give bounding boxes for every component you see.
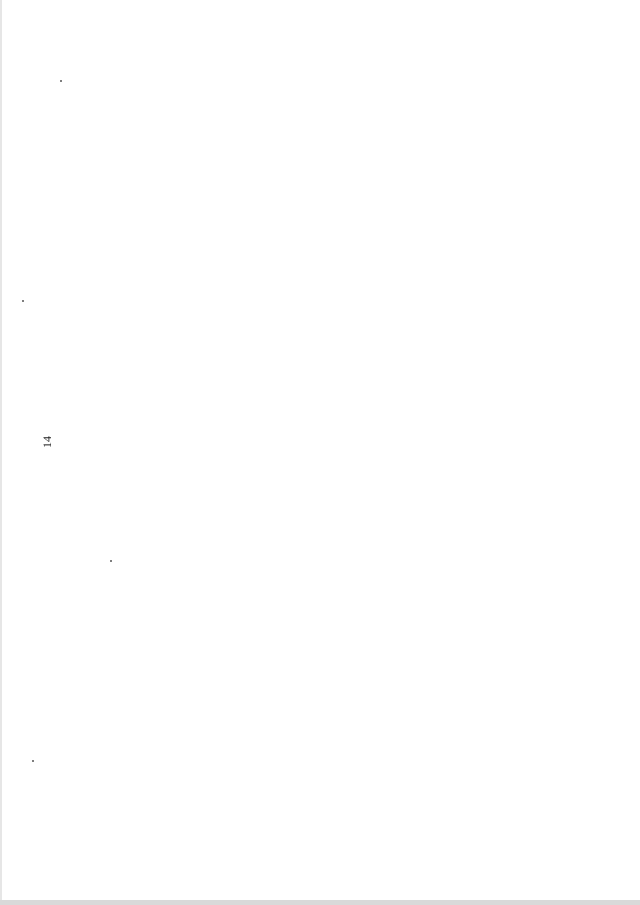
- scan-speck: [22, 300, 24, 302]
- scan-speck: [60, 80, 62, 82]
- scan-speck: [110, 560, 112, 562]
- page-number: 14: [40, 436, 54, 448]
- scan-bottom-edge: [0, 900, 640, 905]
- scan-left-edge: [0, 0, 2, 905]
- scan-speck: [32, 760, 34, 762]
- rotated-page-content: [620, 22, 640, 882]
